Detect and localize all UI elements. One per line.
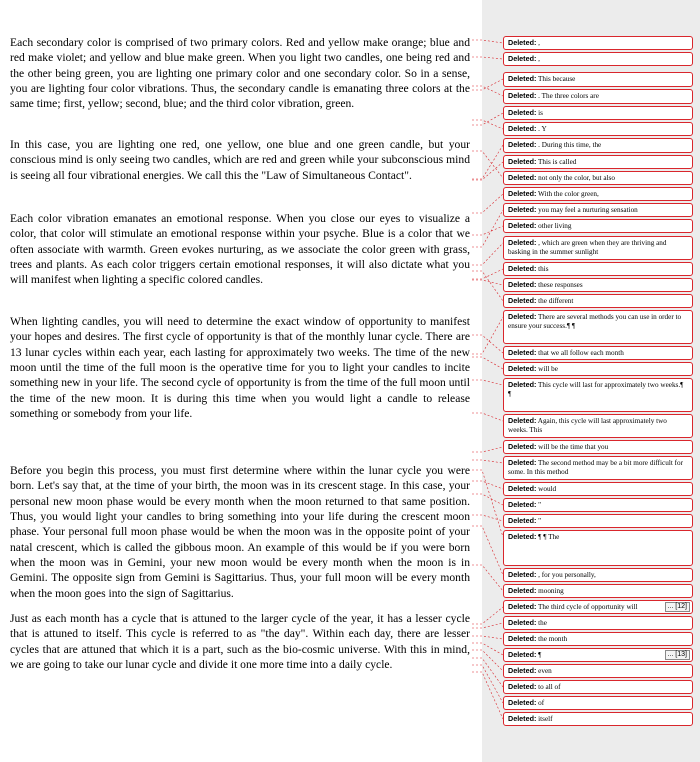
more-button[interactable]: ... [13] bbox=[665, 650, 690, 660]
deleted-label: Deleted: bbox=[508, 682, 537, 691]
leader-line bbox=[472, 413, 503, 421]
deleted-text: There are several methods you can use in order to ensure your success.¶ ¶ bbox=[508, 313, 682, 330]
deleted-text: is bbox=[536, 109, 543, 117]
deleted-label: Deleted: bbox=[508, 312, 537, 321]
deleted-comment[interactable] bbox=[503, 310, 693, 344]
deleted-text: of bbox=[536, 699, 545, 707]
deleted-label: Deleted: bbox=[508, 348, 537, 357]
deleted-text: will be bbox=[536, 365, 558, 373]
deleted-text: , which are green when they are thriving and basking in the summer sunlight bbox=[508, 239, 667, 256]
deleted-label: Deleted: bbox=[508, 714, 537, 723]
deleted-comment[interactable] bbox=[503, 498, 693, 512]
deleted-label: Deleted: bbox=[508, 38, 537, 47]
leader-line bbox=[472, 636, 503, 639]
more-button[interactable]: ... [12] bbox=[665, 602, 690, 612]
deleted-comment[interactable] bbox=[503, 632, 693, 646]
deleted-label: Deleted: bbox=[508, 157, 537, 166]
leader-line bbox=[472, 526, 503, 575]
leader-line bbox=[472, 151, 503, 178]
paragraph-3: Each color vibration emanates an emotional response. When you close our eyes to visualize a color, that color will stimulate an emotional response within your psyche. Blue is a color that we often associate with warmth. Green evokes nurturing, as we associate the color green with grass, trees and plants. As each color triggers certain emotional responses, it will also dictate what you will manifest when lighting a specific colored candles. bbox=[10, 212, 470, 287]
deleted-label: Deleted: bbox=[508, 650, 537, 659]
leader-line bbox=[472, 565, 503, 591]
deleted-text: . The three colors are bbox=[536, 92, 599, 100]
deleted-comment[interactable] bbox=[503, 712, 693, 726]
leader-line bbox=[472, 194, 503, 213]
deleted-text: the month bbox=[536, 635, 568, 643]
paragraph-6: Just as each month has a cycle that is attuned to the larger cycle of the year, it has a lesser cycle that is attuned to itself. This cycle is referred to as "the day". Within each day, there are lesser cycles that are attuned that which it is a part, such as the bio-cosmic universe. With this in mind, we are going to take our lunar cycle and divide it one more time into a daily cycle. bbox=[10, 612, 470, 672]
deleted-text: that we all follow each month bbox=[536, 349, 624, 357]
deleted-comment[interactable] bbox=[503, 482, 693, 496]
paragraph-1: Each secondary color is comprised of two primary colors. Red and yellow make orange; blue and red make violet; and yellow and blue make green. When you light two candles, one being red and the other being green, you are lighting one primary color and one secondary color. So in a sense, you are lighting four color vibrations. Thus, the secondary candle is emanating three colors at the same time; first, yellow; second, blue; and the third color vibration, green. bbox=[10, 36, 470, 111]
leader-line bbox=[472, 226, 503, 235]
deleted-text: will be the time that you bbox=[536, 443, 609, 451]
deleted-text: ¶ ¶ The bbox=[536, 533, 560, 541]
deleted-text: " bbox=[536, 501, 542, 509]
deleted-comment[interactable] bbox=[503, 122, 693, 136]
deleted-label: Deleted: bbox=[508, 416, 537, 425]
deleted-comment[interactable] bbox=[503, 346, 693, 360]
deleted-label: Deleted: bbox=[508, 238, 537, 247]
deleted-comment[interactable] bbox=[503, 616, 693, 630]
leader-line bbox=[472, 271, 503, 301]
leader-line bbox=[472, 460, 503, 463]
leader-line bbox=[472, 269, 503, 279]
leader-line bbox=[472, 86, 503, 96]
deleted-label: Deleted: bbox=[508, 189, 537, 198]
deleted-label: Deleted: bbox=[508, 618, 537, 627]
leader-line bbox=[472, 40, 503, 43]
deleted-text: " bbox=[536, 517, 542, 525]
deleted-label: Deleted: bbox=[508, 602, 537, 611]
deleted-comment[interactable] bbox=[503, 36, 693, 50]
deleted-text: other living bbox=[536, 222, 572, 230]
deleted-label: Deleted: bbox=[508, 666, 537, 675]
deleted-comment[interactable] bbox=[503, 600, 693, 614]
deleted-label: Deleted: bbox=[508, 364, 537, 373]
deleted-label: Deleted: bbox=[508, 500, 537, 509]
deleted-comment[interactable] bbox=[503, 362, 693, 376]
deleted-comment[interactable] bbox=[503, 456, 693, 480]
deleted-comment[interactable] bbox=[503, 138, 693, 153]
deleted-comment[interactable] bbox=[503, 262, 693, 276]
paragraph-2: In this case, you are lighting one red, one yellow, one blue and one green candle, but your conscious mind is only seeing two candles, which are red and green while your subconscious mind is seeing all four vibrational energies. We call this the "Law of Simultaneous Contact". bbox=[10, 138, 470, 182]
deleted-text: itself bbox=[536, 715, 553, 723]
deleted-text: would bbox=[536, 485, 557, 493]
deleted-text: With the color green, bbox=[536, 190, 599, 198]
deleted-comment[interactable] bbox=[503, 155, 693, 169]
deleted-comment[interactable] bbox=[503, 680, 693, 694]
deleted-label: Deleted: bbox=[508, 586, 537, 595]
leader-line bbox=[472, 447, 503, 452]
deleted-comment[interactable] bbox=[503, 568, 693, 582]
deleted-text: , bbox=[536, 55, 540, 63]
deleted-text: . During this time, the bbox=[536, 141, 602, 149]
leader-line bbox=[472, 494, 503, 505]
deleted-label: Deleted: bbox=[508, 516, 537, 525]
deleted-label: Deleted: bbox=[508, 458, 537, 467]
deleted-comment[interactable] bbox=[503, 664, 693, 678]
deleted-comment[interactable] bbox=[503, 440, 693, 454]
deleted-text: these responses bbox=[536, 281, 583, 289]
deleted-text: This because bbox=[536, 75, 576, 83]
deleted-label: Deleted: bbox=[508, 108, 537, 117]
deleted-text: ¶ bbox=[536, 651, 542, 659]
deleted-label: Deleted: bbox=[508, 54, 537, 63]
deleted-text: not only the color, but also bbox=[536, 174, 615, 182]
deleted-text: The third cycle of opportunity will bbox=[536, 603, 638, 611]
leader-line bbox=[472, 515, 503, 521]
leader-line bbox=[472, 665, 503, 703]
deleted-label: Deleted: bbox=[508, 570, 537, 579]
deleted-comment[interactable] bbox=[503, 187, 693, 201]
leader-line bbox=[472, 79, 503, 90]
leader-line bbox=[472, 380, 503, 385]
deleted-comment[interactable] bbox=[503, 514, 693, 528]
deleted-text: The second method may be a bit more difficult for some. In this method bbox=[508, 459, 683, 476]
deleted-comment[interactable] bbox=[503, 203, 693, 217]
deleted-comment[interactable] bbox=[503, 378, 693, 412]
leader-line bbox=[472, 57, 503, 59]
leader-line bbox=[472, 607, 503, 624]
deleted-text: , for you personally, bbox=[536, 571, 596, 579]
leader-line bbox=[472, 162, 503, 180]
leader-line bbox=[472, 145, 503, 179]
deleted-comment[interactable] bbox=[503, 72, 693, 87]
deleted-label: Deleted: bbox=[508, 280, 537, 289]
leader-line bbox=[472, 113, 503, 125]
leader-line bbox=[472, 672, 503, 719]
deleted-label: Deleted: bbox=[508, 442, 537, 451]
deleted-label: Deleted: bbox=[508, 296, 537, 305]
deleted-label: Deleted: bbox=[508, 173, 537, 182]
leader-line bbox=[472, 643, 503, 655]
deleted-label: Deleted: bbox=[508, 484, 537, 493]
deleted-comment[interactable] bbox=[503, 219, 693, 233]
deleted-comment[interactable] bbox=[503, 171, 693, 185]
deleted-comment[interactable] bbox=[503, 584, 693, 598]
deleted-comment[interactable] bbox=[503, 52, 693, 66]
leader-line bbox=[472, 650, 503, 671]
deleted-text: the different bbox=[536, 297, 574, 305]
deleted-label: Deleted: bbox=[508, 205, 537, 214]
deleted-comment[interactable] bbox=[503, 278, 693, 292]
deleted-text: , bbox=[536, 39, 540, 47]
deleted-label: Deleted: bbox=[508, 91, 537, 100]
deleted-text: This cycle will last for approximately two weeks.¶ ¶ bbox=[508, 381, 684, 398]
deleted-comment[interactable] bbox=[503, 89, 693, 104]
deleted-text: Again, this cycle will last approximately two weeks. This bbox=[508, 417, 667, 434]
deleted-text: the bbox=[536, 619, 547, 627]
deleted-text: to all of bbox=[536, 683, 561, 691]
leader-line bbox=[472, 658, 503, 687]
leader-line bbox=[472, 210, 503, 247]
deleted-comment[interactable] bbox=[503, 294, 693, 308]
leader-line bbox=[472, 243, 503, 265]
deleted-label: Deleted: bbox=[508, 264, 537, 273]
deleted-label: Deleted: bbox=[508, 221, 537, 230]
deleted-label: Deleted: bbox=[508, 124, 537, 133]
deleted-text: This is called bbox=[536, 158, 577, 166]
deleted-comment[interactable] bbox=[503, 530, 693, 566]
paragraph-5: Before you begin this process, you must first determine where within the lunar cycle you were born. Let's say that, at the time of your birth, the moon was in its crescent stage. In this case, your personal new moon phase would be every month when the moon returned to that same position. Thus, you would light your candles to bring something into your life during the crescent moon phase. Your personal full moon phase would be when the moon was in the opposite point of your natal crescent, which is called the gibbous moon. An example of this would be if you were born when the moon was in Gemini, your new moon would be every month when the moon is in Gemini. The opposite sign from Gemini is Sagittarius. Thus, your full moon will be every month when the moon goes into the sign of Sagittarius. bbox=[10, 464, 470, 600]
leader-line bbox=[472, 280, 503, 285]
paragraph-4: When lighting candles, you will need to determine the exact window of opportunity to manifest your hopes and desires. The first cycle of opportunity is that of the monthly lunar cycle. There are 13 lunar cycles within each year, each lasting for approximately two weeks. The time of the new moon until the time of the full moon is the operative time for you to light your candles to incite something new in your life. The second cycle of opportunity is from the time of the full moon until the time of the new moon. It is during this time when you would light a candle to release something or somebody from your life. bbox=[10, 315, 470, 421]
deleted-label: Deleted: bbox=[508, 532, 537, 541]
deleted-text: mooning bbox=[536, 587, 564, 595]
deleted-comment[interactable] bbox=[503, 414, 693, 438]
deleted-text: even bbox=[536, 667, 552, 675]
deleted-label: Deleted: bbox=[508, 634, 537, 643]
leader-line bbox=[472, 470, 503, 537]
deleted-comment[interactable] bbox=[503, 696, 693, 710]
leader-line bbox=[472, 357, 503, 369]
deleted-comment[interactable] bbox=[503, 106, 693, 120]
deleted-label: Deleted: bbox=[508, 74, 537, 83]
deleted-label: Deleted: bbox=[508, 380, 537, 389]
leader-line bbox=[472, 120, 503, 129]
deleted-label: Deleted: bbox=[508, 698, 537, 707]
deleted-comment[interactable] bbox=[503, 236, 693, 260]
deleted-text: you may feel a nurturing sensation bbox=[536, 206, 638, 214]
deleted-text: . Y bbox=[536, 125, 547, 133]
leader-line bbox=[472, 317, 503, 354]
deleted-text: this bbox=[536, 265, 549, 273]
deleted-comment[interactable] bbox=[503, 648, 693, 662]
deleted-label: Deleted: bbox=[508, 140, 537, 149]
